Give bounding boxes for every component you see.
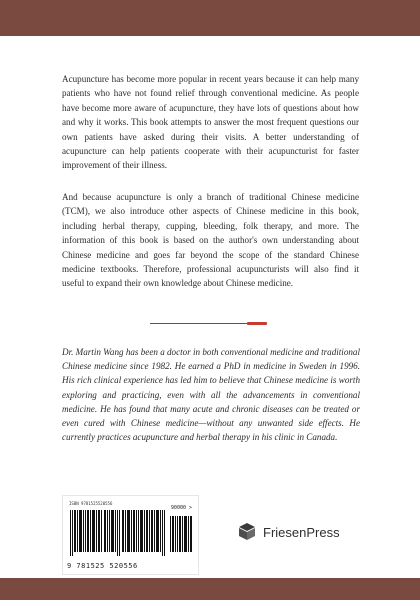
publisher-name: FriesenPress (263, 524, 340, 540)
description-text-1: Acupuncture has become more popular in recent years because it can help many patients who have not found relief through conventional medicine. As people have become more aware of acupuncture, they have lots of questions about how and why it works. This book attempts to answer the most frequent questions our own patients have asked during their visits. A better understanding of acupuncture can help patients cooperate with their acupuncturist for faster improvement of their illness. (62, 74, 359, 171)
barcode-bars (69, 510, 193, 556)
section-divider (150, 322, 270, 326)
barcode-digits: 9 781525 520556 (67, 562, 138, 570)
friesenpress-logo-icon (236, 521, 258, 543)
price-code: 90000 > (170, 505, 192, 511)
bottom-color-band (0, 578, 420, 600)
isbn-label: ISBN 9781525520556 (69, 501, 113, 506)
divider-accent (247, 322, 267, 325)
top-color-band (0, 0, 420, 36)
description-paragraph-1 (62, 72, 359, 173)
author-bio (62, 345, 360, 444)
description-paragraph-2 (62, 190, 359, 291)
description-text-2: And because acupuncture is only a branch of traditional Chinese medicine (TCM), we also introduce other aspects of Chinese medicine in this book, including herbal therapy, cupping, bleeding, folk therapy, and more. The information of this book is based on the author's own understanding about Chinese medicine and goes far beyond the scope of the standard Chinese medicine textbooks. Therefore, professional acupuncturists will also find it useful to expand their own knowledge about Chinese medicine. (62, 192, 359, 289)
author-bio-text: Dr. Martin Wang has been a doctor in both conventional medicine and traditional Chinese medicine since 1982. He earned a PhD in medicine in Sweden in 1996. His rich clinical experience has led him to believe that Chinese medicine is worth exploring and practicing, even with all the advancements in conventional medicine. He has found that many acute and chronic diseases can be treated or even cured with Chinese medicine—without any unwanted side effects. He currently practices acupuncture and herbal therapy in his clinic in Canada. (62, 347, 360, 443)
publisher-logo (236, 521, 340, 543)
barcode-block (62, 495, 199, 575)
divider-line (150, 323, 248, 324)
